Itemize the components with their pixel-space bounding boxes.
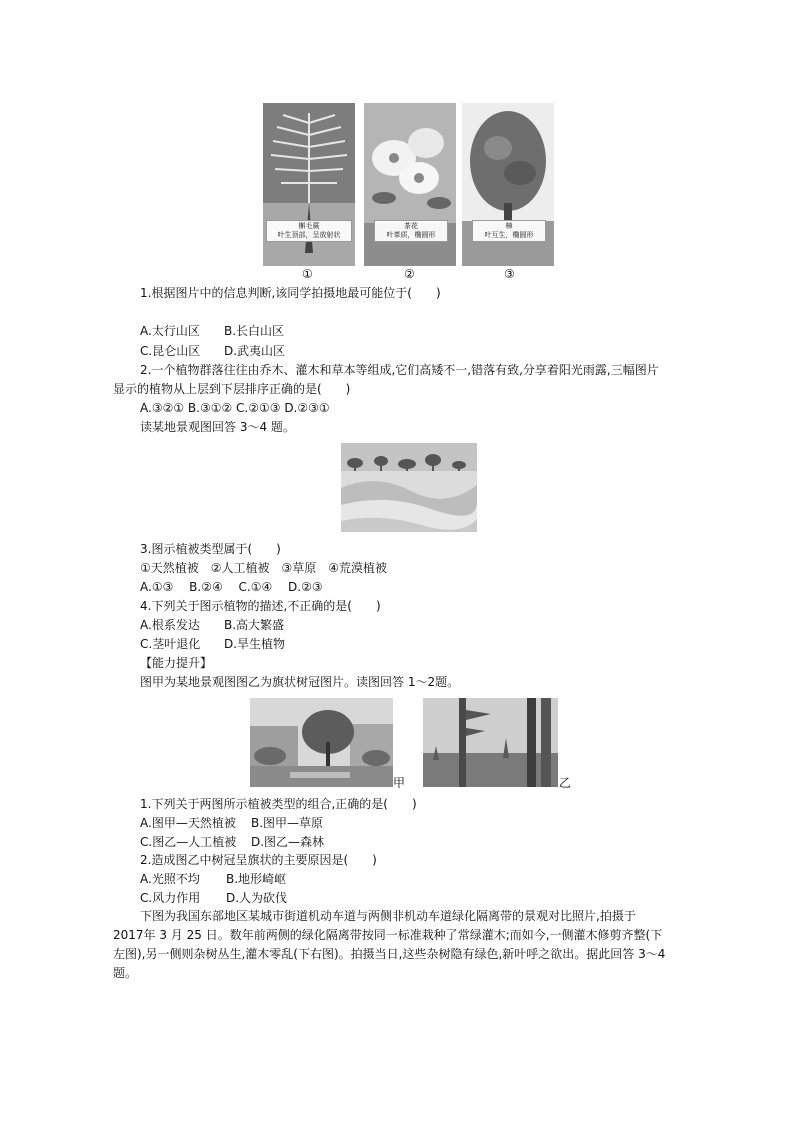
caption-camellia-desc: 叶革质，椭圆形 <box>386 231 436 239</box>
ability-q1-option-a: A.图甲—天然植被 <box>140 816 236 830</box>
q3-options: A.①③ B.②④ C.①④ D.②③ <box>140 580 323 594</box>
landscape-photo-jia <box>250 698 393 787</box>
q2-stem-line1: 2.一个植物群落往往由乔木、灌木和草本等组成,它们高矮不一,错落有致,分享着阳光雨露,三幅图片 <box>140 363 659 377</box>
final-para-line4: 题。 <box>113 966 138 980</box>
q4-option-c: C.茎叶退化 <box>140 637 201 651</box>
caption-camellia-name: 茶花 <box>404 222 418 230</box>
caption-camphor-name: 樟 <box>505 222 513 230</box>
ability-q2-stem: 2.造成图乙中树冠呈旗状的主要原因是( ) <box>140 853 377 867</box>
ability-q2-option-a: A.光照不均 <box>140 872 200 886</box>
final-para-line3: 左图),另一侧则杂树丛生,灌木零乱(下右图)。拍摄当日,这些杂树隐有绿色,新叶呼之欲出。据此回答 3～4 <box>113 947 666 961</box>
figure-number-1: ① <box>302 267 313 281</box>
q1-option-d: D.武夷山区 <box>224 344 286 358</box>
q1-stem: 1.根据图片中的信息判断,该同学拍摄地最可能位于( ) <box>140 286 441 300</box>
caption-camphor-desc: 叶互生，椭圆形 <box>484 231 534 239</box>
figure-number-3: ③ <box>504 267 515 281</box>
caption-fern <box>266 220 352 242</box>
label-yi: 乙 <box>559 776 572 790</box>
ability-q1-option-b: B.图甲—草原 <box>251 816 324 830</box>
q1-option-c: C.昆仑山区 <box>140 344 201 358</box>
label-jia: 甲 <box>393 776 406 790</box>
q4-stem: 4.下列关于图示植物的描述,不正确的是( ) <box>140 599 381 613</box>
q4-option-b: B.高大繁盛 <box>224 618 285 632</box>
q4-option-a: A.根系发达 <box>140 618 200 632</box>
q4-option-d: D.旱生植物 <box>224 637 286 651</box>
caption-camphor <box>472 220 546 242</box>
q1-option-a: A.太行山区 <box>140 324 200 338</box>
caption-fern-desc: 叶生顶部，呈放射状 <box>277 231 341 239</box>
intro-ability: 图甲为某地景观图图乙为旗状树冠图片。读图回答 1～2题。 <box>140 675 460 689</box>
q3-stem: 3.图示植被类型属于( ) <box>140 542 281 556</box>
desert-landscape-photo <box>341 443 477 532</box>
ability-q2-option-b: B.地形崎岖 <box>226 872 287 886</box>
ability-q2-option-c: C.风力作用 <box>140 891 201 905</box>
final-para-line2: 2017年 3 月 25 日。数年前两侧的绿化隔离带按同一标准栽种了常绿灌木;而如今,一侧灌木修剪齐整(下 <box>113 928 663 942</box>
ability-q2-option-d: D.人为砍伐 <box>226 891 288 905</box>
q2-stem-line2: 显示的植物从上层到下层排序正确的是( ) <box>113 382 351 396</box>
q2-options: A.③②① B.③①② C.②①③ D.②③① <box>140 401 330 415</box>
flag-tree-photo-yi <box>423 698 558 787</box>
ability-q1-option-c: C.图乙—人工植被 <box>140 835 237 849</box>
intro-q3-4: 读某地景观图回答 3～4 题。 <box>140 420 295 434</box>
q3-items: ①天然植被 ②人工植被 ③草原 ④荒漠植被 <box>140 561 388 575</box>
final-para-line1: 下图为我国东部地区某城市街道机动车道与两侧非机动车道绿化隔离带的景观对比照片,拍摄于 <box>140 909 636 923</box>
section-heading: 【能力提升】 <box>140 656 213 670</box>
ability-q1-option-d: D.图乙—森林 <box>251 835 325 849</box>
caption-fern-name: 槲毛蕨 <box>298 222 320 230</box>
q1-option-b: B.长白山区 <box>224 324 285 338</box>
ability-q1-stem: 1.下列关于两图所示植被类型的组合,正确的是( ) <box>140 797 417 811</box>
figure-number-2: ② <box>404 267 415 281</box>
caption-camellia <box>374 220 448 242</box>
